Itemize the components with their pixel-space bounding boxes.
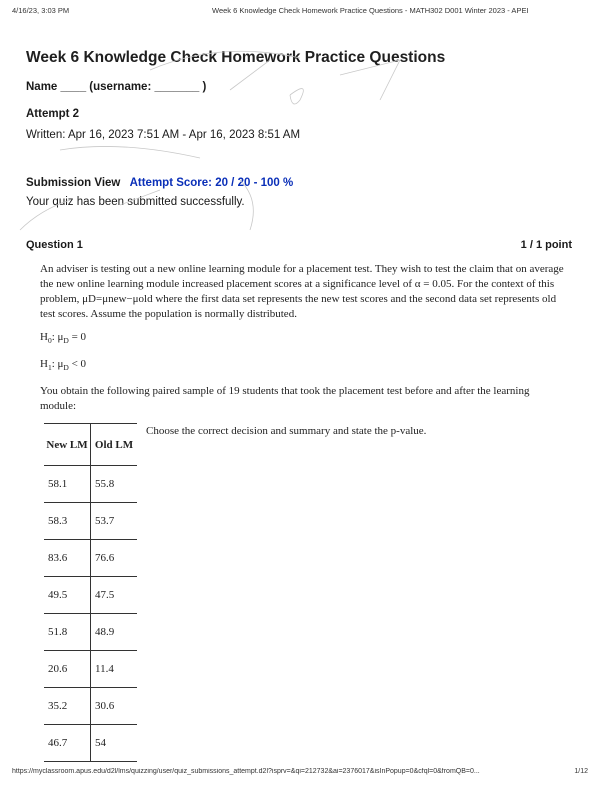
table-row: [44, 651, 137, 688]
submitted-message: Your quiz has been submitted successfully.: [26, 196, 245, 208]
question-header: [26, 239, 572, 253]
cell-new-lm: 51.8: [44, 614, 91, 651]
print-page-number: 1/12: [574, 768, 588, 775]
cell-old-lm: 55.8: [91, 466, 138, 503]
h0-prefix: H: [40, 331, 48, 343]
h1-rel: < 0: [68, 358, 87, 370]
header-old-lm: Old LM: [91, 424, 138, 466]
cell-new-lm: 35.2: [44, 688, 91, 725]
table-row: [44, 503, 137, 540]
null-hypothesis: [40, 330, 86, 348]
cell-new-lm: 58.3: [44, 503, 91, 540]
cell-new-lm: 20.6: [44, 651, 91, 688]
name-username-line: Name ____ (username: _______ ): [26, 81, 207, 93]
table-row: [44, 688, 137, 725]
cell-old-lm: 53.7: [91, 503, 138, 540]
page-title: Week 6 Knowledge Check Homework Practice Questions: [26, 49, 446, 66]
cell-new-lm: 58.1: [44, 466, 91, 503]
cell-new-lm: 49.5: [44, 577, 91, 614]
h1-prefix: H: [40, 358, 48, 370]
table-header-row: [44, 424, 137, 466]
table-row: [44, 466, 137, 503]
table-row: [44, 614, 137, 651]
cell-old-lm: 76.6: [91, 540, 138, 577]
written-timestamp: Written: Apr 16, 2023 7:51 AM - Apr 16, 2023 8:51 AM: [26, 129, 301, 141]
cell-new-lm: 83.6: [44, 540, 91, 577]
sketch-line: [290, 89, 303, 104]
cell-old-lm: 54: [91, 725, 138, 762]
question-title: Question 1: [26, 239, 83, 251]
print-url: https://myclassroom.apus.edu/d2l/lms/quizzing/user/quiz_submissions_attempt.d2l?isprv=&qi=212732&ai=2376017&isInPopup=0&cfql=0&fromQB=0...: [12, 768, 480, 775]
decision-prompt: Choose the correct decision and summary and state the p-value.: [146, 425, 427, 437]
h0-rel: = 0: [68, 331, 87, 343]
cell-old-lm: 47.5: [91, 577, 138, 614]
print-datetime: 4/16/23, 3:03 PM: [12, 6, 70, 15]
paired-sample-table: [44, 423, 137, 762]
sample-intro: You obtain the following paired sample of 19 students that took the placement test before and after the learning module:: [40, 385, 530, 412]
h0-sub: 0: [47, 336, 52, 346]
submission-view: [26, 177, 293, 189]
question-text: An adviser is testing out a new online learning module for a placement test. They wish to test the claim that on average the new online learning module increased placement scores at a significance level of α = 0.05. For the context of this problem, μD=μnew−μold where the first data set represents the new test scores and the second data set represents old test scores. Assume the population is normally distributed.: [40, 263, 564, 320]
h1-mid: : μ: [51, 358, 64, 370]
print-header: [12, 6, 588, 18]
alternative-hypothesis: [40, 357, 86, 375]
h0-sub2: D: [63, 336, 69, 346]
table-row: [44, 540, 137, 577]
print-page-title: Week 6 Knowledge Check Homework Practice Questions - MATH302 D001 Winter 2023 - APEI: [212, 6, 529, 15]
sketch-line: [60, 146, 200, 158]
h1-sub: 1: [47, 363, 52, 373]
attempt-score: Attempt Score: 20 / 20 - 100 %: [129, 177, 294, 189]
h0-mid: : μ: [51, 331, 64, 343]
cell-new-lm: 46.7: [44, 725, 91, 762]
header-new-lm: New LM: [44, 424, 91, 466]
question-points: 1 / 1 point: [520, 239, 572, 251]
table-row: [44, 577, 137, 614]
cell-old-lm: 48.9: [91, 614, 138, 651]
cell-old-lm: 30.6: [91, 688, 138, 725]
attempt-label: Attempt 2: [26, 108, 80, 120]
cell-old-lm: 11.4: [91, 651, 138, 688]
h1-sub2: D: [63, 363, 69, 373]
submission-view-label: Submission View: [26, 177, 121, 189]
table-body: [44, 466, 137, 762]
table-row: [44, 725, 137, 762]
print-footer: [12, 768, 588, 780]
